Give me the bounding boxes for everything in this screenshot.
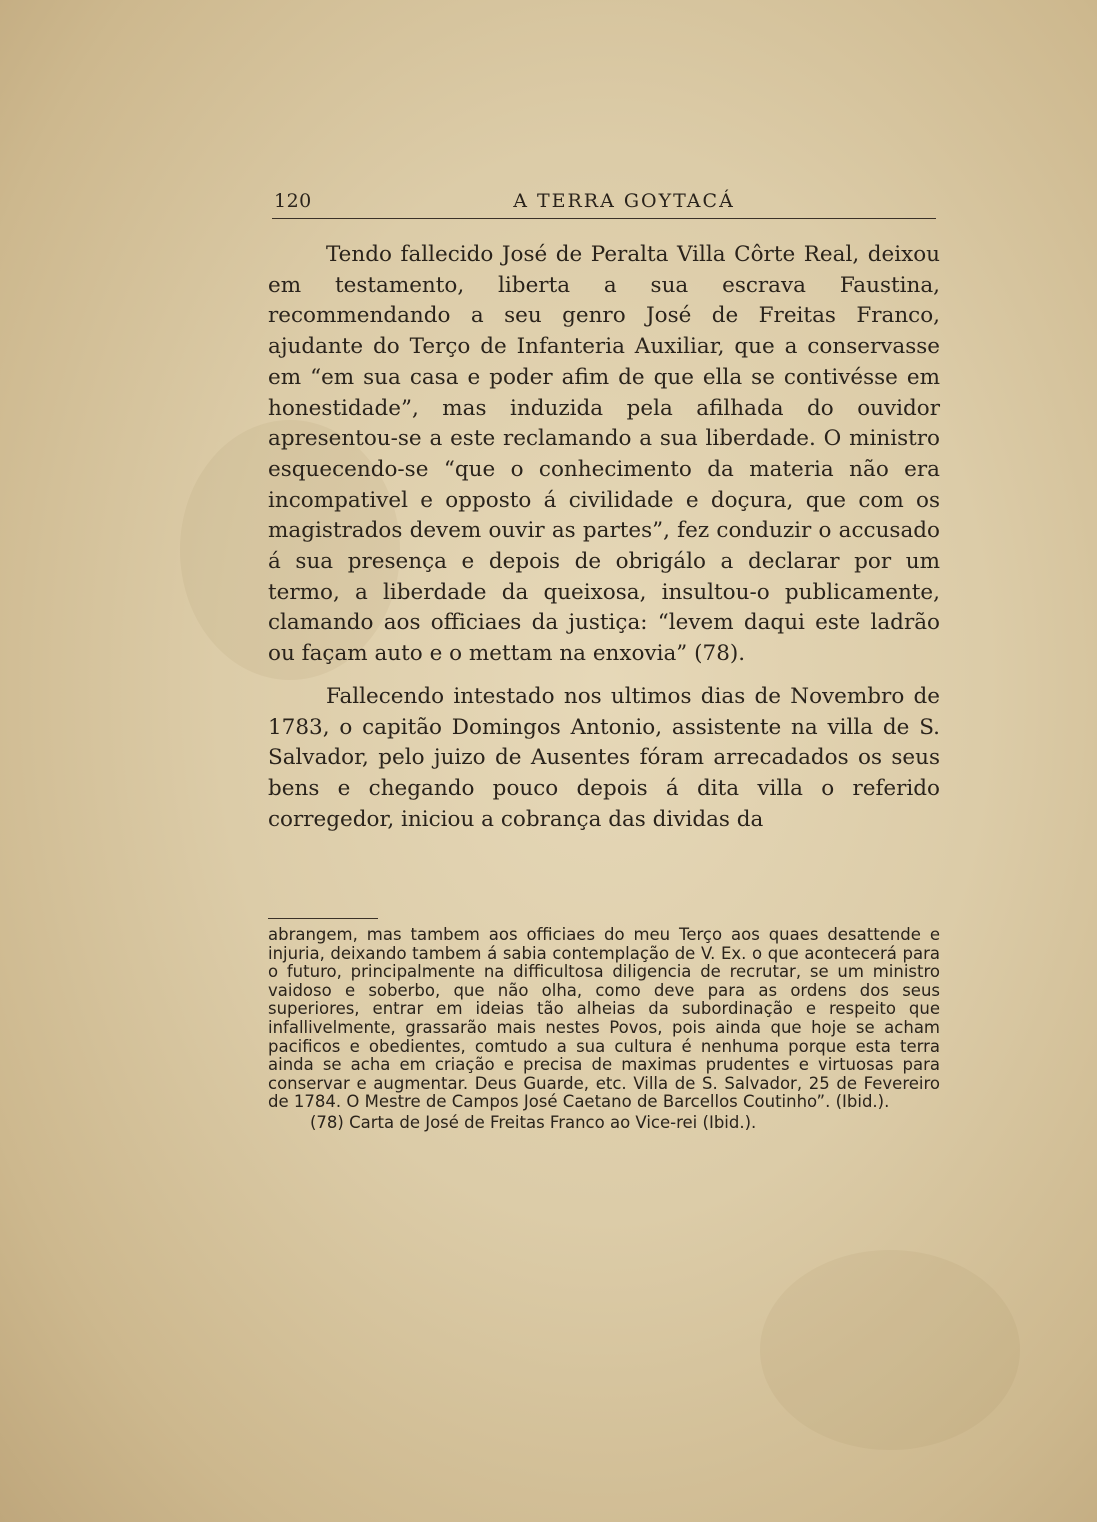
page-number: 120 (274, 190, 312, 212)
paper-stain (760, 1250, 1020, 1450)
footnote-78: (78) Carta de José de Freitas Franco ao Vice-rei (Ibid.). (310, 1112, 757, 1132)
paragraph: Fallecendo intestado nos ultimos dias de Novembro de 1783, o capitão Domingos Antonio, assistente na villa de S. Salvador, pelo juizo de Ausentes fóram arrecadados os seus bens e chegando pouco depois á dita villa o referido corregedor, iniciou a cobrança das dividas da (268, 683, 940, 832)
footnote-continuation: abrangem, mas tambem aos officiaes do meu Terço aos quaes desattende e injuria, deixando tambem á sabia contemplação de V. Ex. o que acontecerá para o futuro, principalmente na difficultosa diligencia de recrutar, se um ministro vaidoso e soberbo, que não olha, como deve para as ordens dos seus superiores, entrar em ideias tão alheias da subordinação e respeito que infallivelmente, grassarão mais nestes Povos, pois ainda que hoje se acham pacificos e obedientes, comtudo a sua cultura é nenhuma porque esta terra ainda se acha em criação e precisa de maximas prudentes e virtuosas para conservar e augmentar. Deus Guarde, etc. Villa de S. Salvador, 25 de Fevereiro de 1784. O Mestre de Campos José Caetano de Barcellos Coutinho”. (Ibid.). (268, 925, 940, 1112)
paragraph: Tendo fallecido José de Peralta Villa Côrte Real, deixou em testamento, liberta a sua escrava Faustina, recommendando a seu genro José de Freitas Franco, ajudante do Terço de Infanteria Auxiliar, que a conservasse em “em sua casa e poder afim de que ella se contivésse em honestidade”, mas induzida pela afilhada do ouvidor apresentou-se a este reclamando a sua liberdade. O ministro esquecendo-se “que o conhecimento da materia não era incompativel e opposto á civilidade e doçura, que com os magistrados devem ouvir as partes”, fez conduzir o accusado á sua presença e depois de obrigálo a declarar por um termo, a liberdade da queixosa, insultou-o publicamente, clamando aos officiaes da justiça: “levem daqui este ladrão ou façam auto e o mettam na enxovia” (78). (268, 242, 940, 667)
running-header (272, 188, 936, 219)
footnotes (268, 926, 940, 1133)
main-text (268, 240, 940, 835)
running-title: A TERRA GOYTACÁ (513, 190, 735, 212)
footnote-rule (268, 918, 378, 919)
